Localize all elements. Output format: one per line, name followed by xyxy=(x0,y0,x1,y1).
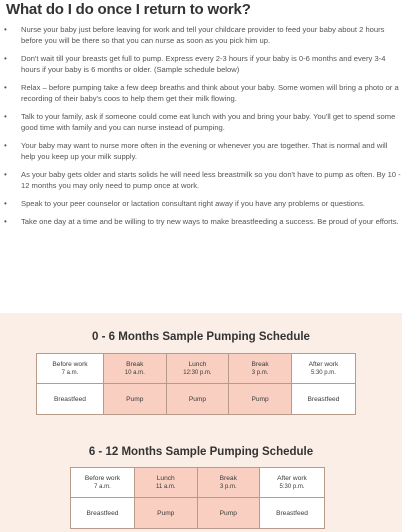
list-item xyxy=(3,140,401,163)
table-cell: Pump xyxy=(103,384,166,415)
table-header-cell xyxy=(229,354,292,384)
column-label: Lunch xyxy=(156,474,175,482)
bullet-icon: • xyxy=(4,198,7,208)
schedule-title-6-12: 6 - 12 Months Sample Pumping Schedule xyxy=(88,446,314,458)
tips-list xyxy=(3,24,401,233)
bullet-icon: • xyxy=(4,140,7,150)
column-time: 3 p.m. xyxy=(219,483,237,490)
column-time: 5:30 p.m. xyxy=(310,369,336,376)
bullet-icon: • xyxy=(4,25,7,34)
column-label: Lunch xyxy=(188,360,207,368)
table-cell: Breastfeed xyxy=(291,384,355,415)
list-item-text: Take one day at a time and be willing to try new ways to make breastfeeding a success. Be proud of your efforts. xyxy=(21,216,399,226)
table-header-cell xyxy=(103,354,166,384)
table-row xyxy=(37,384,356,415)
table-cell: Breastfeed xyxy=(260,498,325,529)
column-label: Break xyxy=(126,360,144,368)
list-item-text: As your baby gets older and starts solids he will need less breastmilk so you don't have to pump as often. By 10 - 12 months you may only need to pump once at work. xyxy=(21,169,401,191)
column-label: Break xyxy=(219,474,237,482)
schedule-table-0-6 xyxy=(36,353,356,415)
column-time: 7 a.m. xyxy=(94,483,111,490)
table-header-cell xyxy=(166,354,229,384)
list-item-text: Don't wait till your breasts get full to pump. Express every 2-3 hours if your baby is 0-6 months and every 3-4 hours if your baby is 6 months or older. (Sample schedule below) xyxy=(21,53,386,75)
column-time: 10 a.m. xyxy=(124,369,145,376)
column-time: 11 a.m. xyxy=(155,483,176,490)
list-item xyxy=(3,24,401,47)
table-cell: Breastfeed xyxy=(71,498,135,529)
list-item xyxy=(3,216,401,227)
list-item xyxy=(3,53,401,76)
bullet-icon: • xyxy=(4,53,7,63)
table-cell: Pump xyxy=(229,384,292,415)
table-header-cell xyxy=(197,468,260,498)
schedule-table-6-12 xyxy=(70,467,325,529)
table-row xyxy=(37,354,356,384)
list-item-text: Relax – before pumping take a few deep breaths and think about your baby. Some women will bring a photo or a recording of their baby's coos to help them get their milk flowing. xyxy=(21,82,399,104)
list-item-text: Talk to your family, ask if someone could come eat lunch with you and bring your baby. You'll get to spend some good time with family and you can nurse instead of pumping. xyxy=(21,111,396,133)
list-item-text: Your baby may want to nurse more often in the evening or whenever you are together. That is normal and will help you keep up your milk supply. xyxy=(21,140,388,162)
table-header-cell xyxy=(291,354,355,384)
table-header-cell xyxy=(37,354,104,384)
bullet-icon: • xyxy=(4,82,7,92)
column-time: 7 a.m. xyxy=(61,369,79,376)
list-item xyxy=(3,82,401,105)
table-row xyxy=(71,498,325,529)
table-cell: Pump xyxy=(134,498,197,529)
table-header-cell xyxy=(134,468,197,498)
bullet-icon: • xyxy=(4,169,7,179)
list-item xyxy=(3,111,401,134)
table-header-cell xyxy=(260,468,325,498)
column-time: 5:30 p.m. xyxy=(279,483,305,490)
column-time: 12:30 p.m. xyxy=(183,369,212,376)
schedule-title-0-6: 0 - 6 Months Sample Pumping Schedule xyxy=(92,331,310,343)
list-item-text: Nurse your baby just before leaving for work and tell your childcare provider to feed your baby about 2 hours before you will be there so that you can nurse as soon as you pick him up. xyxy=(21,25,385,46)
column-label: Before work xyxy=(84,474,121,482)
column-time: 3 p.m. xyxy=(251,369,269,376)
bullet-icon: • xyxy=(4,111,7,121)
list-item xyxy=(3,198,401,209)
table-cell: Pump xyxy=(197,498,260,529)
column-label: After work xyxy=(277,474,307,482)
column-label: After work xyxy=(308,360,339,368)
list-item xyxy=(3,169,401,192)
bullet-icon: • xyxy=(4,216,7,226)
list-item-text: Speak to your peer counselor or lactation consultant right away if you have any problems or questions. xyxy=(21,198,366,208)
column-label: Before work xyxy=(52,360,88,368)
page-title: What do I do once I return to work? xyxy=(6,1,251,18)
table-header-cell xyxy=(71,468,135,498)
table-cell: Pump xyxy=(166,384,229,415)
column-label: Break xyxy=(251,360,269,368)
table-cell: Breastfeed xyxy=(37,384,104,415)
table-row xyxy=(71,468,325,498)
